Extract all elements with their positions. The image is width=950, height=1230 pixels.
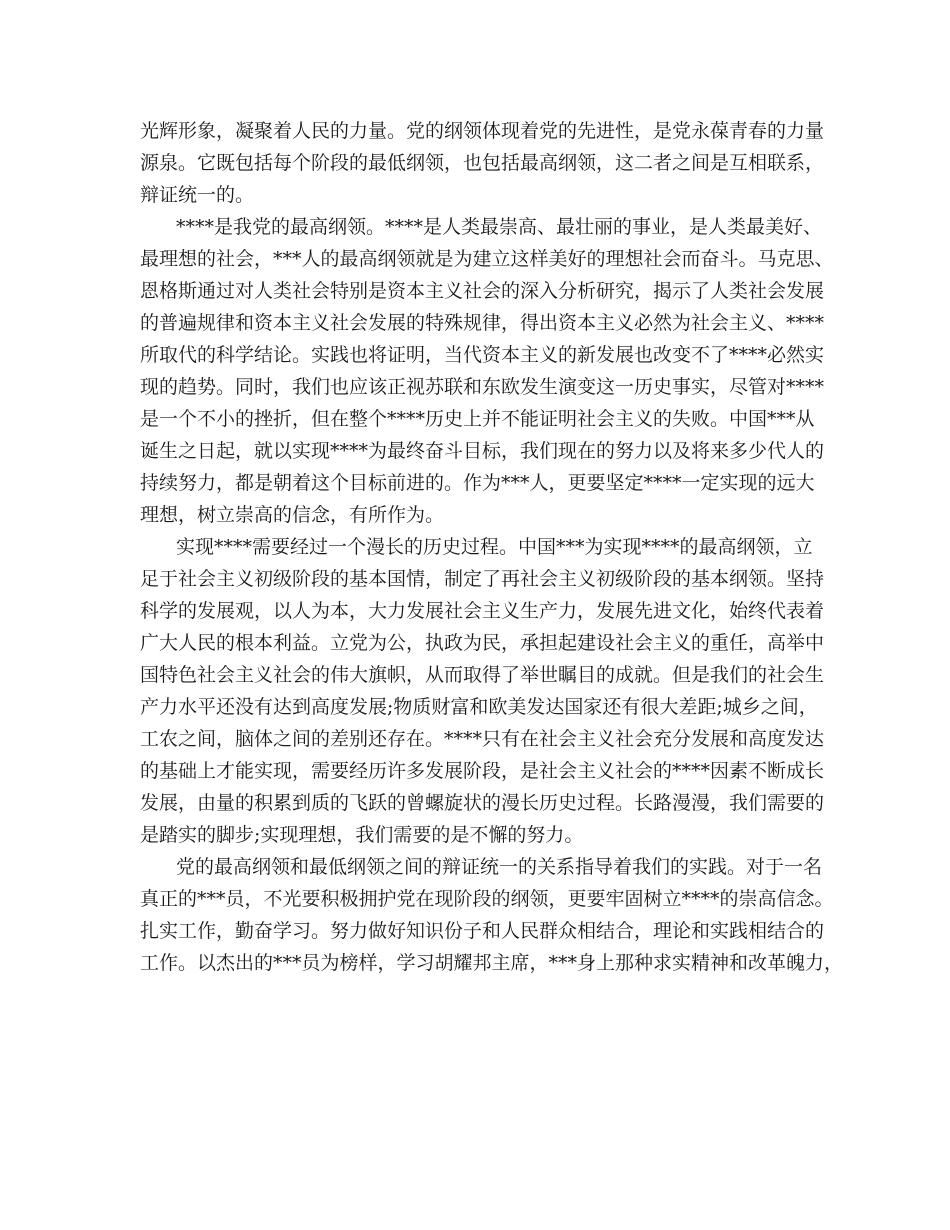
text-line: 党的最高纲领和最低纲领之间的辩证统一的关系指导着我们的实践。对于一名 (176, 856, 823, 878)
text-line: 科学的发展观，以人为本，大力发展社会主义生产力，发展先进文化，始终代表着 (140, 600, 825, 622)
text-line: 足于社会主义初级阶段的基本国情，制定了再社会主义初级阶段的基本纲领。坚持 (140, 568, 825, 590)
text-line: 现的趋势。同时，我们也应该正视苏联和东欧发生演变这一历史事实，尽管对**** (140, 376, 825, 398)
text-line: 广大人民的根本利益。立党为公，执政为民，承担起建设社会主义的重任，高举中 (140, 632, 825, 654)
paragraph (140, 115, 830, 211)
text-line: 国特色社会主义社会的伟大旗帜，从而取得了举世瞩目的成就。但是我们的社会生 (140, 664, 825, 686)
text-line: 辩证统一的。 (140, 184, 255, 206)
paragraph (140, 211, 834, 531)
text-line: 最理想的社会，***人的最高纲领就是为建立这样美好的理想社会而奋斗。马克思、 (140, 248, 834, 270)
text-line: 是踏实的脚步;实现理想，我们需要的是不懈的努力。 (140, 824, 584, 846)
text-line: 真正的***员，不光要积极拥护党在现阶段的纲领，更要牢固树立****的崇高信念。 (140, 888, 834, 910)
text-line: 所取代的科学结论。实践也将证明，当代资本主义的新发展也改变不了****必然实 (140, 344, 825, 366)
text-line: 诞生之日起，就以实现****为最终奋斗目标，我们现在的努力以及将来多少代人的 (140, 440, 825, 462)
text-line: 光辉形象，凝聚着人民的力量。党的纲领体现着党的先进性，是党永葆青春的力量 (140, 120, 825, 142)
text-line: 实现****需要经过一个漫长的历史过程。中国***为实现****的最高纲领，立 (176, 536, 813, 558)
text-line: 产力水平还没有达到高度发展;物质财富和欧美发达国家还有很大差距;城乡之间， (140, 696, 818, 718)
text-line: 的普遍规律和资本主义社会发展的特殊规律，得出资本主义必然为社会主义、**** (140, 312, 825, 334)
text-line: 发展，由量的积累到质的飞跃的曾螺旋状的漫长历史过程。长路漫漫，我们需要的 (140, 792, 825, 814)
text-line: 源泉。它既包括每个阶段的最低纲领，也包括最高纲领，这二者之间是互相联系， (140, 152, 825, 174)
text-line: 是一个不小的挫折，但在整个****历史上并不能证明社会主义的失败。中国***从 (140, 408, 815, 430)
text-line: 的基础上才能实现，需要经历许多发展阶段，是社会主义社会的****因素不断成长 (140, 760, 825, 782)
text-line: 理想，树立崇高的信念，有所作为。 (140, 504, 445, 526)
text-line: 扎实工作，勤奋学习。努力做好知识份子和人民群众相结合，理论和实践相结合的 (140, 920, 825, 942)
text-line: 持续努力，都是朝着这个目标前进的。作为***人，更要坚定****一定实现的远大 (140, 472, 815, 494)
text-line: 工作。以杰出的***员为榜样，学习胡耀邦主席，***身上那种求实精神和改革魄力， (140, 952, 844, 974)
text-line: 工农之间，脑体之间的差别还存在。****只有在社会主义社会充分发展和高度发达 (140, 728, 825, 750)
paragraph (140, 851, 844, 979)
body-text (140, 115, 844, 979)
text-line: 恩格斯通过对人类社会特别是资本主义社会的深入分析研究，揭示了人类社会发展 (140, 280, 825, 302)
paragraph (140, 531, 830, 851)
text-line: ****是我党的最高纲领。****是人类最崇高、最壮丽的事业，是人类最美好、 (176, 216, 823, 238)
